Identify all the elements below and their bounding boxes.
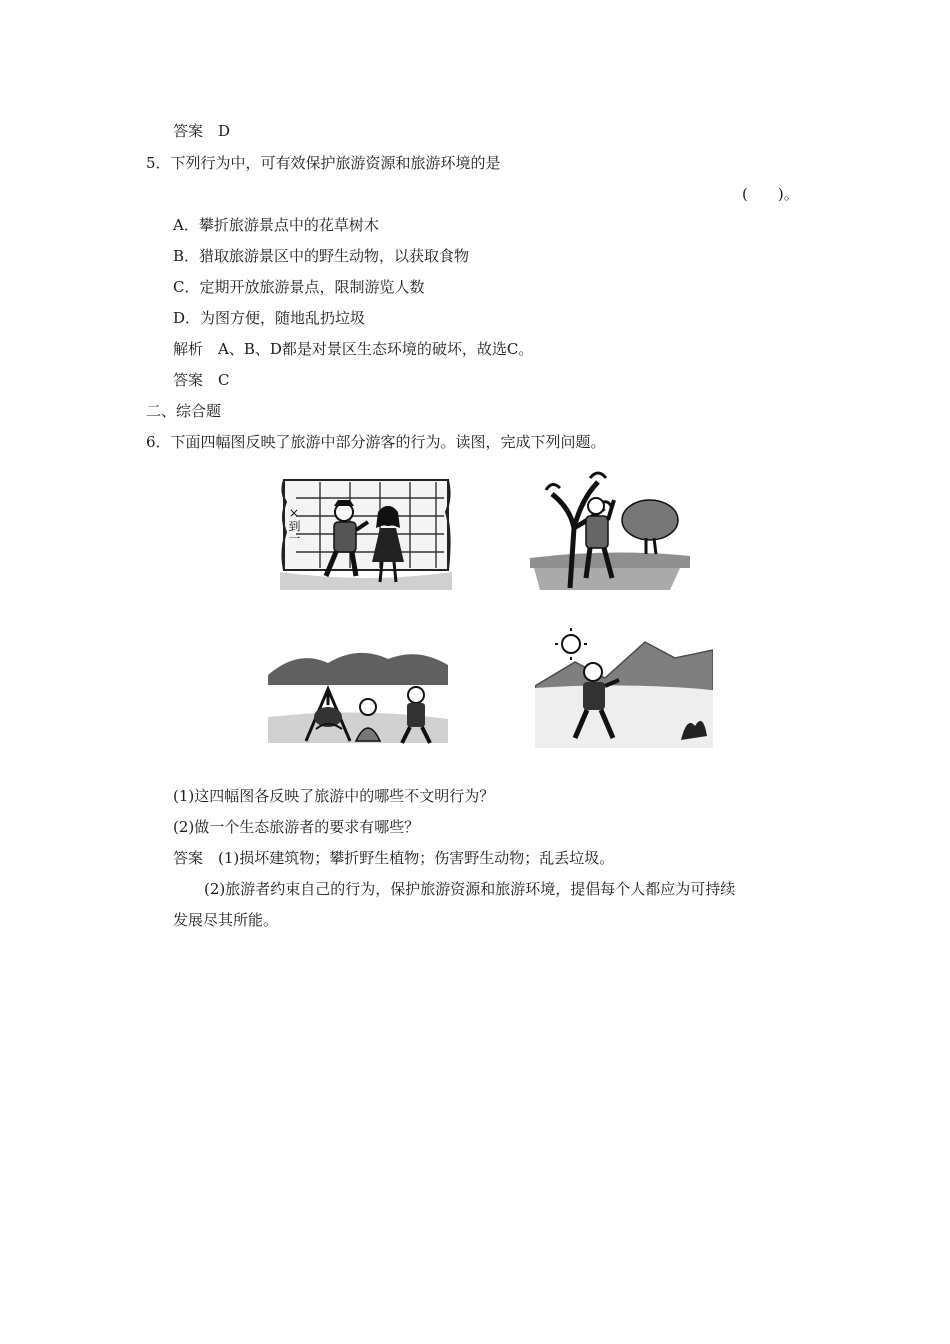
- q4-answer: 答案 D: [173, 122, 231, 140]
- section-heading: 二、综合题: [146, 402, 222, 420]
- option-c: C．定期开放旅游景点，限制游览人数: [173, 278, 425, 296]
- question-6-part-2: (2)做一个生态旅游者的要求有哪些？: [173, 818, 420, 836]
- question-6: 6．下面四幅图反映了旅游中部分游客的行为。读图，完成下列问题。: [146, 433, 606, 451]
- q6-answer-3: 发展尽其所能。: [173, 911, 279, 929]
- answer-bracket: ( )。: [742, 185, 799, 203]
- option-a: A．攀折旅游景点中的花草树木: [173, 216, 379, 234]
- q6-answer-1: 答案 (1)损坏建筑物；攀折野生植物；伤害野生动物；乱丢垃圾。: [173, 849, 615, 867]
- question-5: 5．下列行为中，可有效保护旅游资源和旅游环境的是: [146, 154, 501, 172]
- option-d: D．为图方便，随地乱扔垃圾: [173, 309, 366, 327]
- q5-analysis: 解析 A、B、D都是对景区生态环境的破坏，故选C。: [173, 340, 534, 358]
- graffiti-text: ×到一: [287, 506, 301, 544]
- animal-hunting-illustration: [268, 645, 448, 747]
- branch-breaking-illustration: [530, 468, 690, 596]
- q5-answer: 答案 C: [173, 371, 230, 389]
- question-6-part-1: (1)这四幅图各反映了旅游中的哪些不文明行为？: [173, 787, 495, 805]
- q6-answer-2: (2)旅游者约束自己的行为，保护旅游资源和旅游环境，提倡每个人都应为可持续: [204, 880, 736, 898]
- graffiti-wall-illustration: [276, 472, 456, 597]
- option-b: B．猎取旅游景区中的野生动物，以获取食物: [173, 247, 470, 265]
- littering-illustration: [535, 628, 713, 750]
